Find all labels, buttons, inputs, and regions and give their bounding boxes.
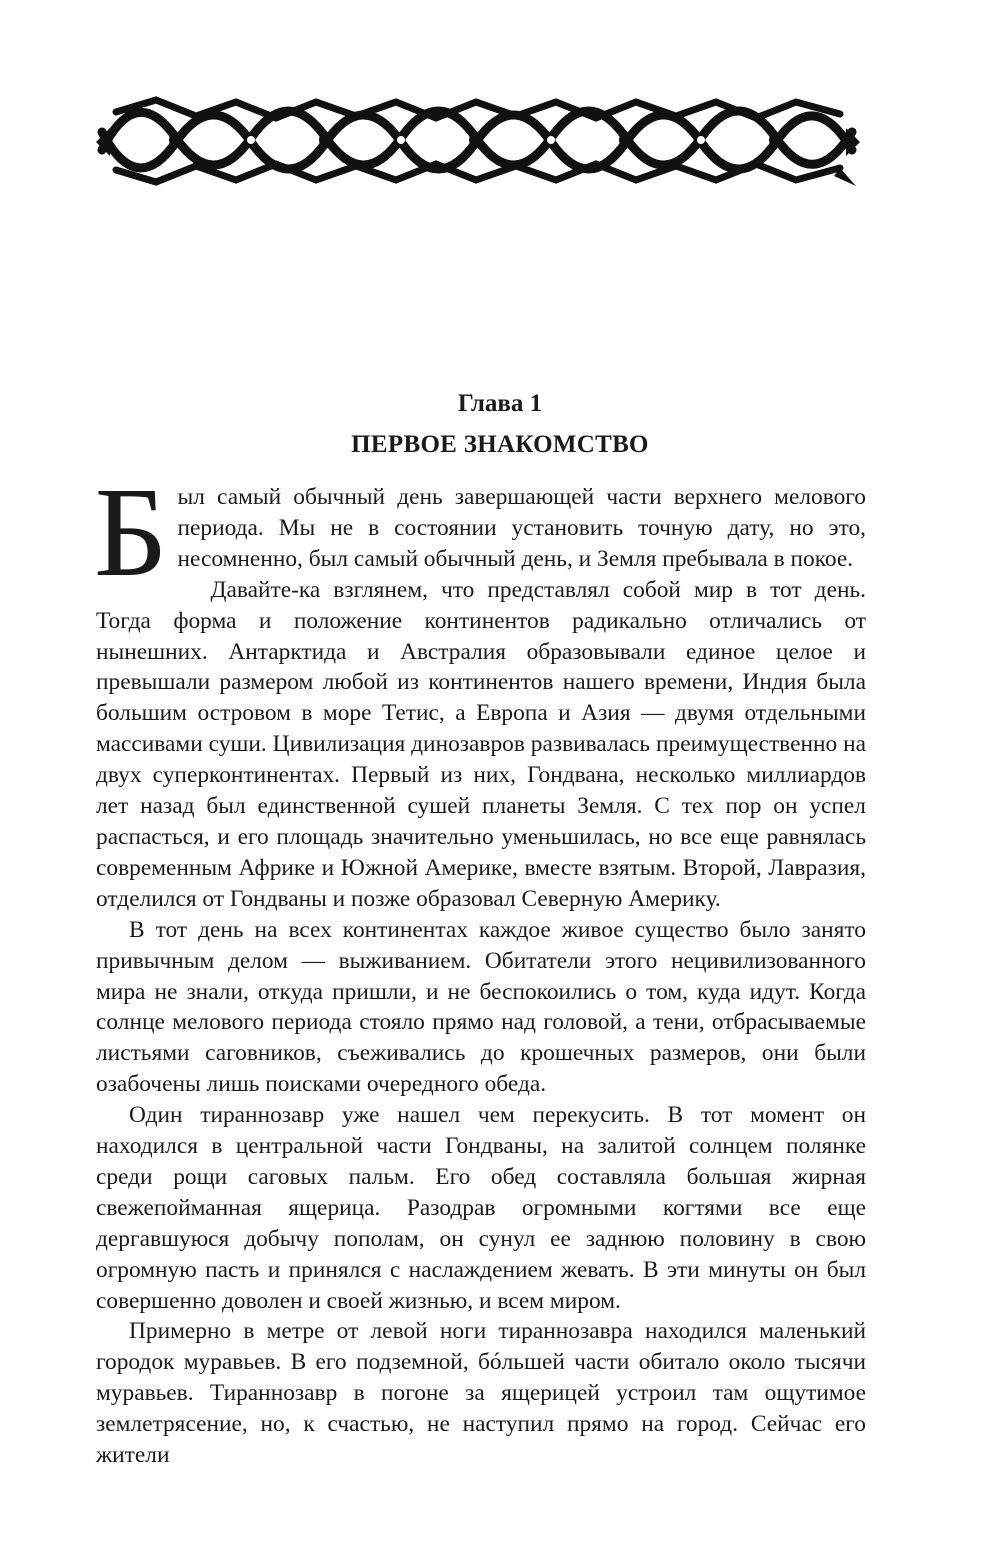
paragraph: Давайте-ка взглянем, что представлял собой мир в тот день. Тогда форма и положение континентов радикально отличались от нынешних. Антарктида и Австралия образовывали единое целое и превышали размером любой из континентов нашего времени, Индия была большим островом в море Тетис, а Европа и Азия — двумя отдельными массивами суши. Цивилизация динозавров развивалась преимущественно на двух суперконтинентах. Первый из них, Гондвана, несколько миллиардов лет назад был единственной сушей планеты Земля. С тех пор он успел распасться, и его площадь значительно уменьшилась, но все еще равнялась современным Африке и Южной Америке, вместе взятым. Второй, Лавразия, отделился от Гондваны и позже образовал Северную Америку. bbox=[96, 576, 866, 912]
chapter-body bbox=[94, 461, 866, 1471]
paragraph: В тот день на всех континентах каждое живое существо было занято привычным делом — выживанием. Обитатели этого нецивилизованного мира не знали, откуда пришли, и не беспокоились о том, куда идут. Когда солнце мелового периода стояло прямо над головой, а тени, отбрасываемые листьями саговников, съеживались до крошечных размеров, они были озабочены лишь поисками очередного обеда. bbox=[96, 916, 866, 1098]
chapter-number: Глава 1 bbox=[457, 390, 543, 417]
celtic-knot-ornament bbox=[96, 92, 860, 188]
paragraph: Примерно в метре от левой ноги тираннозавра находился маленький городок муравьев. В его подземной, бóльшей части обитало около тысячи муравьев. Тираннозавр в погоне за ящерицей устроил там ощутимое землетрясение, но, к счастью, не наступил прямо на город. Сейчас его жители bbox=[96, 1318, 866, 1469]
paragraph-text: ыл самый обычный день завершающей части верхнего мелового периода. Мы не в состоянии установить точную дату, но это, несомненно, был самый обычный день, и Земля пребывала в покое. bbox=[177, 484, 866, 572]
drop-cap: Б bbox=[94, 461, 168, 603]
paragraph: Один тираннозавр уже нашел чем перекусить. В тот момент он находился в центральной части Гондваны, на залитой солнцем полянке среди рощи саговых пальм. Его обед составляла большая жирная свежепойманная ящерица. Разодрав огромными когтями все еще дергавшуюся добычу пополам, он сунул ее заднюю половину в свою огромную пасть и принялся с наслаждением жевать. В эти минуты он был совершенно доволен и своей жизнью, и всем миром. bbox=[96, 1102, 866, 1314]
chapter-title: ПЕРВОЕ ЗНАКОМСТВО bbox=[351, 431, 649, 458]
paragraph bbox=[94, 461, 866, 603]
